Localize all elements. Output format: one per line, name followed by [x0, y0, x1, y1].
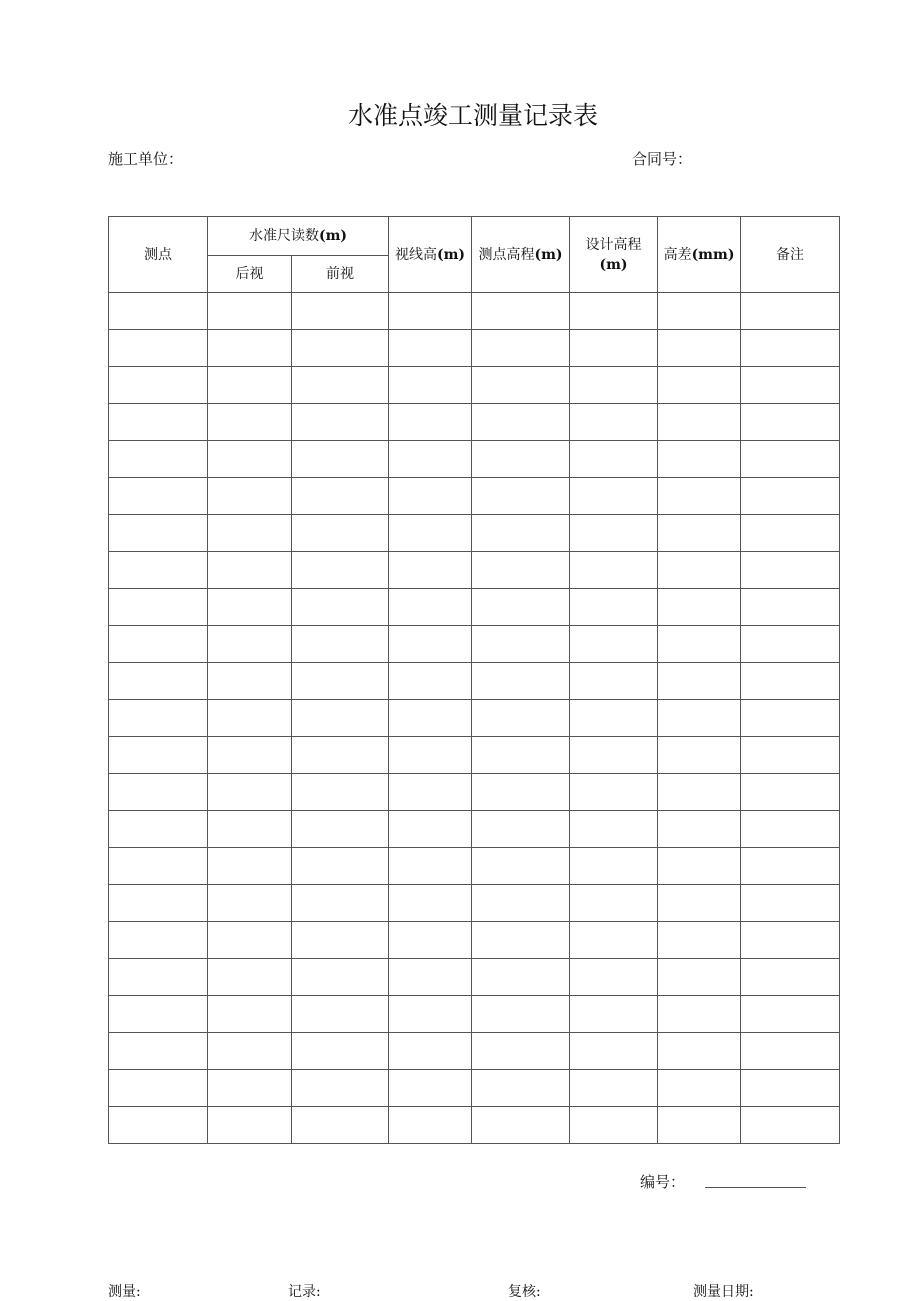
cell-line-of-sight[interactable]: [389, 626, 472, 663]
cell-point-elevation[interactable]: [472, 774, 570, 811]
cell-remarks[interactable]: [741, 1070, 840, 1107]
header-point-elevation: [472, 217, 570, 293]
cell-point-elevation[interactable]: [472, 700, 570, 737]
cell-remarks[interactable]: [741, 404, 840, 441]
table-row: [109, 589, 840, 626]
cell-point[interactable]: [109, 330, 208, 367]
header-design-elevation: [570, 217, 658, 293]
serial-no-label: 编号：: [640, 1173, 686, 1191]
cell-point[interactable]: [109, 293, 208, 330]
header-line-of-sight: [389, 217, 472, 293]
cell-point-elevation[interactable]: [472, 1070, 570, 1107]
cell-height-diff[interactable]: [658, 700, 741, 737]
header-foresight: 前视: [292, 256, 389, 293]
construction-unit-label: 施工单位：: [108, 150, 184, 168]
cell-point-elevation[interactable]: [472, 959, 570, 996]
cell-point[interactable]: [109, 774, 208, 811]
cell-height-diff[interactable]: [658, 589, 741, 626]
table-row: [109, 996, 840, 1033]
survey-record-table: [108, 216, 840, 1144]
unit-label: (m): [534, 246, 563, 263]
cell-point-elevation[interactable]: [472, 737, 570, 774]
table-row: [109, 1070, 840, 1107]
cell-point-elevation[interactable]: [472, 367, 570, 404]
cell-foresight[interactable]: [292, 774, 389, 811]
cell-height-diff[interactable]: [658, 737, 741, 774]
cell-line-of-sight[interactable]: [389, 885, 472, 922]
cell-line-of-sight[interactable]: [389, 478, 472, 515]
cell-design-elevation[interactable]: [570, 996, 658, 1033]
cell-line-of-sight[interactable]: [389, 589, 472, 626]
table-row: [109, 552, 840, 589]
cell-design-elevation[interactable]: [570, 1107, 658, 1144]
cell-height-diff[interactable]: [658, 478, 741, 515]
table-row: [109, 293, 840, 330]
cell-point[interactable]: [109, 885, 208, 922]
cell-line-of-sight[interactable]: [389, 441, 472, 478]
cell-design-elevation[interactable]: [570, 885, 658, 922]
cell-design-elevation[interactable]: [570, 1070, 658, 1107]
table-row: [109, 885, 840, 922]
cell-remarks[interactable]: [741, 922, 840, 959]
cell-foresight[interactable]: [292, 626, 389, 663]
table-row: [109, 774, 840, 811]
cell-line-of-sight[interactable]: [389, 922, 472, 959]
cell-remarks[interactable]: [741, 293, 840, 330]
cell-point[interactable]: [109, 922, 208, 959]
cell-foresight[interactable]: [292, 996, 389, 1033]
cell-backsight[interactable]: [208, 626, 292, 663]
table-row: [109, 626, 840, 663]
cell-remarks[interactable]: [741, 1033, 840, 1070]
checker-label: 复核:: [508, 1284, 541, 1300]
cell-height-diff[interactable]: [658, 293, 741, 330]
cell-backsight[interactable]: [208, 700, 292, 737]
cell-foresight[interactable]: [292, 367, 389, 404]
cell-remarks[interactable]: [741, 1107, 840, 1144]
cell-height-diff[interactable]: [658, 1070, 741, 1107]
header-backsight: 后视: [208, 256, 292, 293]
cell-design-elevation[interactable]: [570, 515, 658, 552]
cell-design-elevation[interactable]: [570, 1033, 658, 1070]
cell-backsight[interactable]: [208, 441, 292, 478]
cell-point[interactable]: [109, 737, 208, 774]
cell-point-elevation[interactable]: [472, 515, 570, 552]
cell-foresight[interactable]: [292, 737, 389, 774]
cell-remarks[interactable]: [741, 774, 840, 811]
cell-design-elevation[interactable]: [570, 737, 658, 774]
header-point: [109, 217, 208, 293]
cell-design-elevation[interactable]: [570, 700, 658, 737]
cell-point[interactable]: [109, 404, 208, 441]
cell-point[interactable]: [109, 1070, 208, 1107]
table-row: [109, 515, 840, 552]
cell-point[interactable]: [109, 1033, 208, 1070]
cell-point[interactable]: [109, 441, 208, 478]
cell-foresight[interactable]: [292, 330, 389, 367]
cell-point[interactable]: [109, 848, 208, 885]
cell-remarks[interactable]: [741, 663, 840, 700]
cell-point[interactable]: [109, 959, 208, 996]
cell-backsight[interactable]: [208, 1107, 292, 1144]
header-point-elevation-label: 测点高程: [478, 246, 535, 263]
cell-point-elevation[interactable]: [472, 552, 570, 589]
cell-point[interactable]: [109, 1107, 208, 1144]
cell-line-of-sight[interactable]: [389, 959, 472, 996]
cell-point-elevation[interactable]: [472, 1033, 570, 1070]
cell-point-elevation[interactable]: [472, 330, 570, 367]
cell-design-elevation[interactable]: [570, 552, 658, 589]
unit-label: (m): [599, 256, 628, 273]
cell-height-diff[interactable]: [658, 441, 741, 478]
unit-label: (m): [436, 246, 466, 263]
cell-point[interactable]: [109, 996, 208, 1033]
cell-point[interactable]: [109, 367, 208, 404]
cell-design-elevation[interactable]: [570, 848, 658, 885]
cell-backsight[interactable]: [208, 848, 292, 885]
cell-point-elevation[interactable]: [472, 996, 570, 1033]
cell-line-of-sight[interactable]: [389, 996, 472, 1033]
cell-height-diff[interactable]: [658, 996, 741, 1033]
table-row: [109, 737, 840, 774]
cell-point[interactable]: [109, 811, 208, 848]
cell-backsight[interactable]: [208, 959, 292, 996]
table-row: [109, 478, 840, 515]
cell-foresight[interactable]: [292, 515, 389, 552]
table-row: [109, 1033, 840, 1070]
cell-foresight[interactable]: [292, 478, 389, 515]
cell-line-of-sight[interactable]: [389, 811, 472, 848]
cell-foresight[interactable]: [292, 959, 389, 996]
cell-design-elevation[interactable]: [570, 589, 658, 626]
cell-foresight[interactable]: [292, 922, 389, 959]
cell-backsight[interactable]: [208, 515, 292, 552]
cell-remarks[interactable]: [741, 885, 840, 922]
cell-point-elevation[interactable]: [472, 848, 570, 885]
cell-line-of-sight[interactable]: [389, 293, 472, 330]
cell-line-of-sight[interactable]: [389, 330, 472, 367]
cell-backsight[interactable]: [208, 589, 292, 626]
cell-foresight[interactable]: [292, 552, 389, 589]
cell-design-elevation[interactable]: [570, 774, 658, 811]
cell-backsight[interactable]: [208, 996, 292, 1033]
cell-design-elevation[interactable]: [570, 293, 658, 330]
cell-foresight[interactable]: [292, 404, 389, 441]
cell-height-diff[interactable]: [658, 626, 741, 663]
cell-height-diff[interactable]: [658, 774, 741, 811]
header-height-diff-label: 高差: [663, 246, 692, 263]
cell-foresight[interactable]: [292, 441, 389, 478]
cell-remarks[interactable]: [741, 330, 840, 367]
table-row: [109, 922, 840, 959]
cell-design-elevation[interactable]: [570, 404, 658, 441]
page-title: 水准点竣工测量记录表: [347, 101, 598, 130]
cell-foresight[interactable]: [292, 1107, 389, 1144]
cell-line-of-sight[interactable]: [389, 1107, 472, 1144]
cell-line-of-sight[interactable]: [389, 367, 472, 404]
cell-remarks[interactable]: [741, 959, 840, 996]
cell-line-of-sight[interactable]: [389, 552, 472, 589]
cell-backsight[interactable]: [208, 663, 292, 700]
unit-label: (m): [318, 228, 348, 244]
serial-no-field[interactable]: [705, 1187, 806, 1188]
cell-line-of-sight[interactable]: [389, 848, 472, 885]
cell-design-elevation[interactable]: [570, 441, 658, 478]
cell-remarks[interactable]: [741, 626, 840, 663]
cell-remarks[interactable]: [741, 737, 840, 774]
cell-backsight[interactable]: [208, 293, 292, 330]
header-point-label: 测点: [144, 246, 172, 263]
cell-backsight[interactable]: [208, 885, 292, 922]
cell-height-diff[interactable]: [658, 1033, 741, 1070]
cell-backsight[interactable]: [208, 811, 292, 848]
survey-date-label: 测量日期:: [693, 1284, 754, 1300]
cell-design-elevation[interactable]: [570, 367, 658, 404]
cell-point[interactable]: [109, 478, 208, 515]
cell-height-diff[interactable]: [658, 885, 741, 922]
cell-design-elevation[interactable]: [570, 478, 658, 515]
cell-backsight[interactable]: [208, 404, 292, 441]
cell-point-elevation[interactable]: [472, 922, 570, 959]
table-row: [109, 959, 840, 996]
table-row: [109, 404, 840, 441]
cell-line-of-sight[interactable]: [389, 1070, 472, 1107]
surveyor-label: 测量:: [108, 1284, 141, 1300]
table-row: [109, 848, 840, 885]
cell-height-diff[interactable]: [658, 1107, 741, 1144]
cell-design-elevation[interactable]: [570, 959, 658, 996]
cell-point[interactable]: [109, 589, 208, 626]
cell-remarks[interactable]: [741, 515, 840, 552]
cell-point-elevation[interactable]: [472, 1107, 570, 1144]
header-remarks-label: 备注: [776, 246, 804, 263]
cell-remarks[interactable]: [741, 700, 840, 737]
cell-foresight[interactable]: [292, 1070, 389, 1107]
header-design-elevation-label: 设计高程: [585, 236, 642, 253]
cell-foresight[interactable]: [292, 811, 389, 848]
cell-design-elevation[interactable]: [570, 330, 658, 367]
unit-label: (mm): [691, 246, 735, 263]
cell-height-diff[interactable]: [658, 515, 741, 552]
header-remarks: [741, 217, 840, 293]
cell-height-diff[interactable]: [658, 848, 741, 885]
cell-design-elevation[interactable]: [570, 811, 658, 848]
header-staff-reading: [208, 217, 389, 256]
cell-backsight[interactable]: [208, 478, 292, 515]
header-height-diff: [658, 217, 741, 293]
cell-height-diff[interactable]: [658, 663, 741, 700]
contract-no-label: 合同号：: [632, 150, 693, 168]
cell-point-elevation[interactable]: [472, 663, 570, 700]
cell-foresight[interactable]: [292, 848, 389, 885]
cell-point-elevation[interactable]: [472, 441, 570, 478]
header-line-of-sight-label: 视线高: [394, 246, 437, 263]
cell-remarks[interactable]: [741, 552, 840, 589]
cell-backsight[interactable]: [208, 552, 292, 589]
table-row: [109, 700, 840, 737]
cell-foresight[interactable]: [292, 700, 389, 737]
cell-backsight[interactable]: [208, 774, 292, 811]
cell-remarks[interactable]: [741, 478, 840, 515]
cell-point-elevation[interactable]: [472, 811, 570, 848]
cell-backsight[interactable]: [208, 330, 292, 367]
cell-height-diff[interactable]: [658, 811, 741, 848]
cell-foresight[interactable]: [292, 663, 389, 700]
cell-remarks[interactable]: [741, 441, 840, 478]
cell-remarks[interactable]: [741, 589, 840, 626]
cell-design-elevation[interactable]: [570, 663, 658, 700]
table-row: [109, 367, 840, 404]
cell-remarks[interactable]: [741, 848, 840, 885]
cell-backsight[interactable]: [208, 367, 292, 404]
table-row: [109, 1107, 840, 1144]
cell-point-elevation[interactable]: [472, 478, 570, 515]
cell-foresight[interactable]: [292, 293, 389, 330]
cell-point[interactable]: [109, 626, 208, 663]
table-row: [109, 663, 840, 700]
table-row: [109, 330, 840, 367]
cell-height-diff[interactable]: [658, 404, 741, 441]
cell-foresight[interactable]: [292, 589, 389, 626]
cell-foresight[interactable]: [292, 1033, 389, 1070]
header-staff-reading-label: 水准尺读数: [248, 228, 319, 244]
cell-point-elevation[interactable]: [472, 293, 570, 330]
cell-point[interactable]: [109, 663, 208, 700]
cell-design-elevation[interactable]: [570, 626, 658, 663]
table-row: [109, 811, 840, 848]
cell-line-of-sight[interactable]: [389, 515, 472, 552]
recorder-label: 记录:: [288, 1284, 321, 1300]
cell-line-of-sight[interactable]: [389, 774, 472, 811]
cell-backsight[interactable]: [208, 1033, 292, 1070]
cell-height-diff[interactable]: [658, 330, 741, 367]
cell-point[interactable]: [109, 700, 208, 737]
cell-point-elevation[interactable]: [472, 885, 570, 922]
cell-backsight[interactable]: [208, 737, 292, 774]
cell-height-diff[interactable]: [658, 367, 741, 404]
cell-backsight[interactable]: [208, 922, 292, 959]
cell-remarks[interactable]: [741, 996, 840, 1033]
cell-height-diff[interactable]: [658, 922, 741, 959]
cell-point[interactable]: [109, 515, 208, 552]
cell-height-diff[interactable]: [658, 552, 741, 589]
cell-line-of-sight[interactable]: [389, 737, 472, 774]
cell-point-elevation[interactable]: [472, 589, 570, 626]
cell-point[interactable]: [109, 552, 208, 589]
cell-point-elevation[interactable]: [472, 626, 570, 663]
cell-backsight[interactable]: [208, 1070, 292, 1107]
cell-foresight[interactable]: [292, 885, 389, 922]
cell-remarks[interactable]: [741, 367, 840, 404]
cell-line-of-sight[interactable]: [389, 700, 472, 737]
cell-design-elevation[interactable]: [570, 922, 658, 959]
cell-point-elevation[interactable]: [472, 404, 570, 441]
cell-remarks[interactable]: [741, 811, 840, 848]
cell-line-of-sight[interactable]: [389, 404, 472, 441]
cell-line-of-sight[interactable]: [389, 663, 472, 700]
table-row: [109, 441, 840, 478]
cell-height-diff[interactable]: [658, 959, 741, 996]
cell-line-of-sight[interactable]: [389, 1033, 472, 1070]
